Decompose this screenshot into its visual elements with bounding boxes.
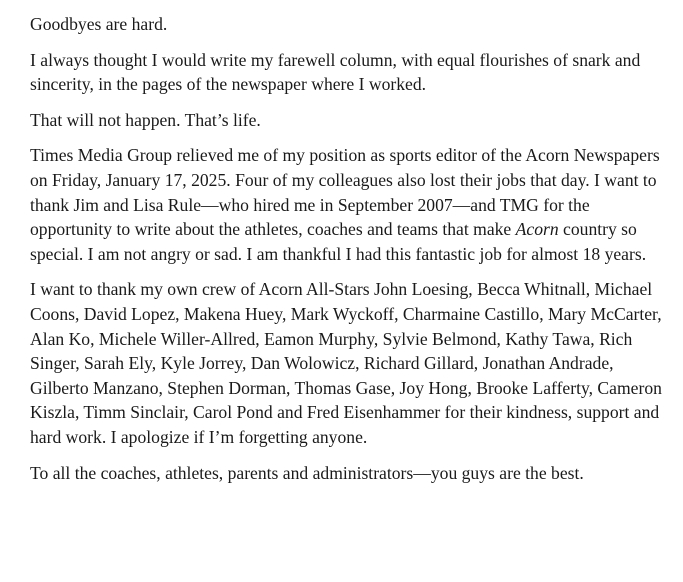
italic-acorn: Acorn — [515, 219, 559, 240]
paragraph-coaches-athletes: To all the coaches, athletes, parents and administrators—you guys are the best. — [30, 462, 584, 483]
paragraph-times-media-group — [30, 143, 666, 266]
article-body — [30, 12, 666, 496]
paragraph-text-segment: Times Media Group relieved me of my position as sports editor of the Acorn Newspapers on Friday, January 17, 2025. Four of my colleagues also lost their jobs that day. I want to thank Jim and Lisa Rule—who hired me in September 2007—and TMG for the opportunity to write about the athletes, coaches and teams that make — [30, 145, 660, 240]
paragraph-farewell-column: I always thought I would write my farewell column, with equal flourishes of snark and sincerity, in the pages of the newspaper where I worked. — [30, 49, 641, 95]
paragraph-goodbyes: Goodbyes are hard. — [30, 14, 168, 34]
paragraph-acorn-all-stars: I want to thank my own crew of Acorn All-Stars John Loesing, Becca Whitnall, Michael Coons, David Lopez, Makena Huey, Mark Wyckoff, Charmaine Castillo, Mary McCarter, Alan Ko, Michele Willer-Allred, Eamon Murphy, Sylvie Belmond, Kathy Tawa, Rich Singer, Sarah Ely, Kyle Jorrey, Dan Wolowicz, Richard Gillard, Jonathan Andrade, Gilberto Manzano, Stephen Dorman, Thomas Gase, Joy Hong, Brooke Lafferty, Cameron Kiszla, Timm Sinclair, Carol Pond and Fred Eisenhammer for their kindness, support and hard work. I apologize if I’m forgetting anyone. — [30, 279, 662, 447]
paragraph-thats-life: That will not happen. That’s life. — [30, 109, 261, 130]
paragraph-text-segment: country so special. I am not angry or sad. I am thankful I had this fantastic job for almost 18 years. — [30, 219, 647, 264]
